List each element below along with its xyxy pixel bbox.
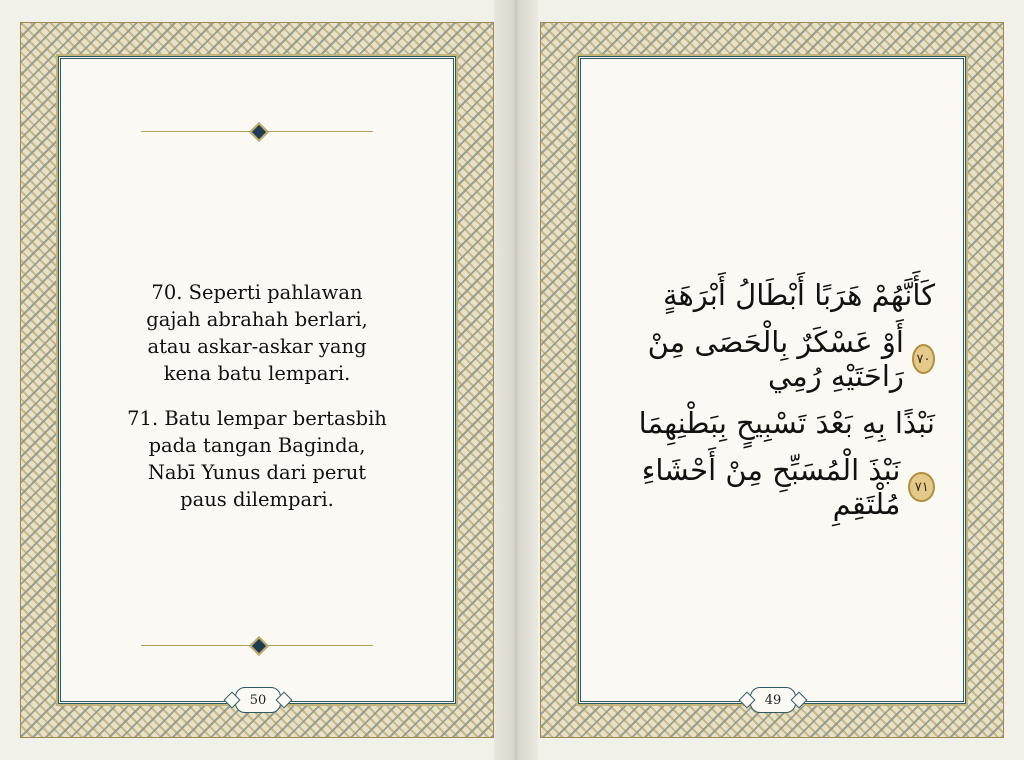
verse-line: pada tangan Baginda, [148,434,366,457]
arabic-line [609,455,935,519]
verse-line: paus dilempari. [180,488,334,511]
right-page-content [578,56,966,708]
verse-line: 71. Batu lempar bertasbih [127,407,387,430]
verse-number-marker: ٧٠ [912,344,935,374]
arabic-line-text: نَبْذَ الْمُسَبِّحِ مِنْ أَحْشَاءِ مُلْتَقِمِ [641,453,901,521]
diamond-ornament-icon [249,636,269,656]
diamond-ornament-icon [249,122,269,142]
verse-line: kena batu lempari. [163,362,351,385]
verse-line: Nabī Yunus dari perut [147,461,367,484]
page-number: 49 [750,687,796,713]
arabic-line-text: كَأَنَّهُمْ هَرَبًا أَبْطَالُ أَبْرَهَةٍ [662,278,935,312]
left-page [20,22,494,738]
translation-text [61,279,453,531]
verse-number-marker: ٧١ [908,472,935,502]
arabic-line [609,327,935,391]
arabic-verses [609,263,935,519]
verse-translation-71 [61,405,453,513]
bottom-ornament-divider [141,639,373,653]
arabic-line-text: نَبْذًا بِهِ بَعْدَ تَسْبِيحٍ بِبَطْنِهِمَا [638,406,935,440]
right-page [540,22,1004,738]
arabic-line [609,263,935,327]
verse-line: 70. Seperti pahlawan [151,281,363,304]
verse-translation-70 [61,279,453,387]
arabic-line [609,391,935,455]
verse-line: atau askar-askar yang [147,335,367,358]
arabic-line-text: أَوْ عَسْكَرٌ بِالْحَصَى مِنْ رَاحَتَيْهِ رُمِي [647,325,904,393]
top-ornament-divider [141,125,373,139]
page-number: 50 [235,687,281,713]
book-gutter [494,0,538,760]
left-page-content [58,56,456,708]
verse-line: gajah abrahah berlari, [146,308,368,331]
